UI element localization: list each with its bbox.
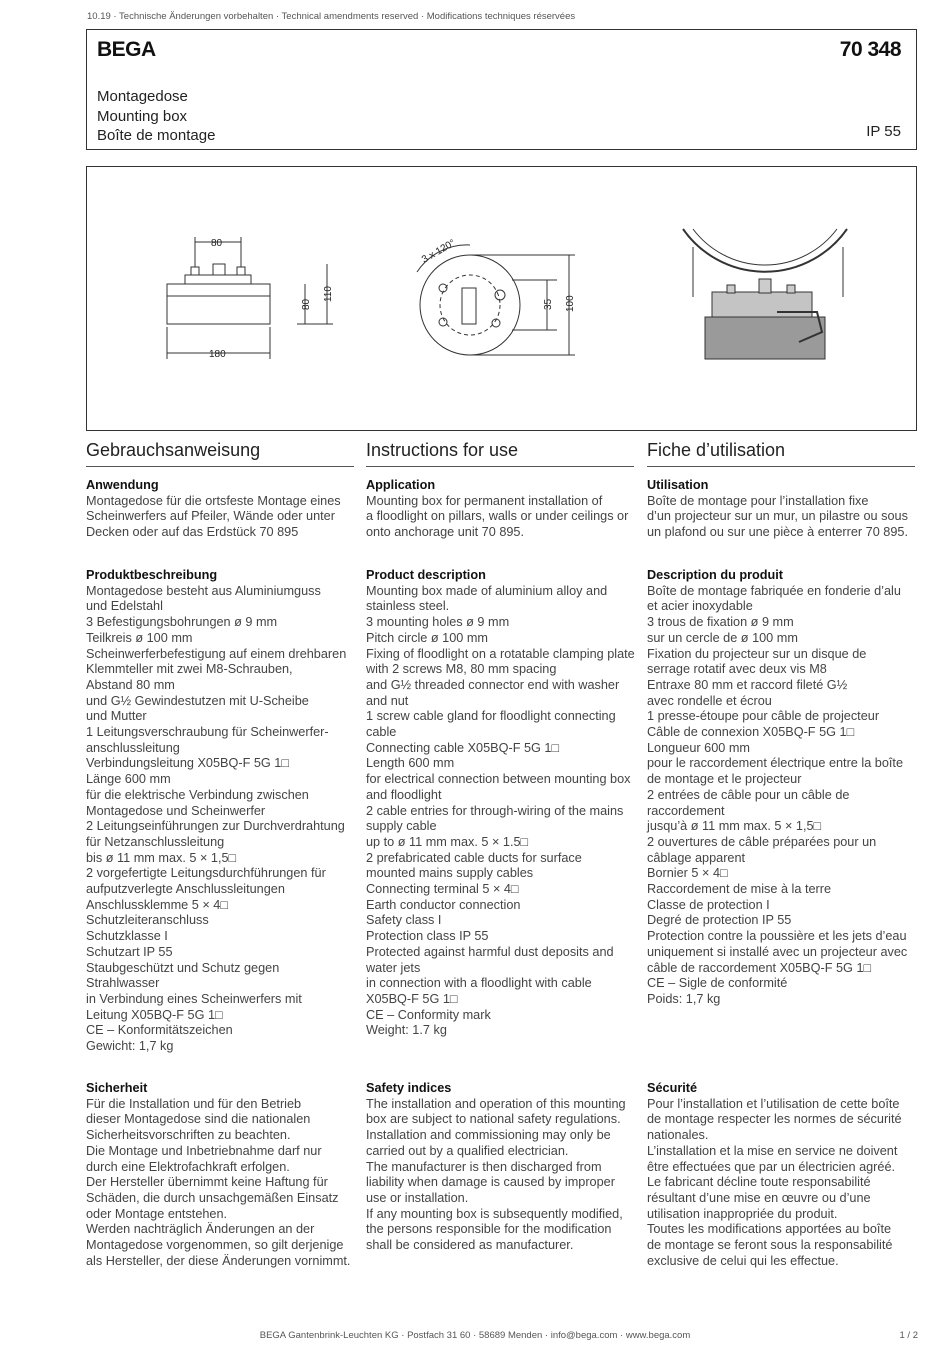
column-fr — [647, 440, 915, 1268]
text-line: Schutzart IP 55 — [86, 944, 173, 959]
section-body — [647, 494, 919, 541]
text-line: Weight: 1.7 kg — [366, 1023, 447, 1038]
text-line: Montagedose für die ortsfeste Montage eines — [86, 493, 341, 508]
text-line: Montagedose und Scheinwerfer — [86, 803, 266, 818]
section-title: Sicherheit — [86, 1081, 148, 1095]
text-line: exclusive de celui qui les effectue. — [647, 1253, 839, 1268]
text-line: de montage respecter les normes de sécurité — [647, 1112, 902, 1127]
clamp-plate — [185, 275, 251, 284]
box-lid — [167, 284, 270, 296]
section-product-description — [366, 568, 638, 1039]
section-title: Safety indices — [366, 1081, 452, 1095]
text-line: Schutzleiteranschluss — [86, 913, 209, 928]
section-title: Anwendung — [86, 478, 159, 492]
text-line: sur un cercle de ø 100 mm — [647, 630, 798, 645]
text-line: für die elektrische Verbindung zwischen — [86, 787, 309, 802]
text-line: Schäden, die durch unsachgemäßen Einsatz — [86, 1190, 339, 1205]
text-line: Protection class IP 55 — [366, 929, 489, 944]
column-heading: Instructions for use — [366, 440, 634, 467]
section-produktbeschreibung — [86, 568, 358, 1055]
text-line: Scheinwerferbefestigung auf einem drehbaren — [86, 646, 347, 661]
section-description-produit — [647, 568, 919, 1008]
text-line: Teilkreis ø 100 mm — [86, 630, 193, 645]
text-line: the persons responsible for the modification — [366, 1222, 612, 1237]
text-line: box are subject to national safety regulations. — [366, 1112, 621, 1127]
section-title: Sécurité — [647, 1081, 698, 1095]
text-line: aufputzverlegte Anschlussleitungen — [86, 882, 285, 897]
text-line: Der Hersteller übernimmt keine Haftung für — [86, 1175, 328, 1190]
text-line: Scheinwerfers auf Pfeiler, Wände oder unter — [86, 509, 335, 524]
text-line: Sicherheitsvorschriften zu beachten. — [86, 1128, 291, 1143]
text-line: CE – Konformitätszeichen — [86, 1023, 233, 1038]
text-line: supply cable — [366, 819, 437, 834]
technical-drawing — [86, 166, 917, 431]
protection-rating: IP 55 — [866, 123, 901, 140]
text-line: Pour l’installation et l’utilisation de cette boîte — [647, 1096, 900, 1111]
brand-logo: BEGA — [97, 38, 156, 61]
section-body — [86, 494, 358, 541]
section-sicherheit — [86, 1081, 358, 1269]
text-line: serrage rotatif avec deux vis M8 — [647, 662, 827, 677]
text-line: Decken oder auf das Erdstück 70 895 — [86, 525, 299, 540]
text-line: L’installation et la mise en service ne doivent — [647, 1143, 898, 1158]
text-line: oder Montage entstehen. — [86, 1206, 228, 1221]
section-securite — [647, 1081, 919, 1269]
text-line: Length 600 mm — [366, 756, 455, 771]
text-line: and G½ threaded connector end with washer — [366, 677, 620, 692]
text-line: 1 Leitungsverschraubung für Scheinwerfer- — [86, 725, 329, 740]
text-line: X05BQ-F 5G 1□ — [366, 991, 458, 1006]
text-line: câblage apparent — [647, 850, 746, 865]
text-line: Mounting box for permanent installation of — [366, 493, 603, 508]
text-line: und Edelstahl — [86, 599, 163, 614]
footer: BEGA Gantenbrink-Leuchten KG · Postfach 31 60 · 58689 Menden · info@bega.com · www.bega.com — [259, 1330, 691, 1341]
text-line: Boîte de montage pour l’installation fixe — [647, 493, 869, 508]
section-body — [366, 494, 638, 541]
text-line: jusqu’à ø 11 mm max. 5 × 1,5□ — [647, 819, 822, 834]
text-line: dieser Montagedose sind die nationalen — [86, 1112, 311, 1127]
column-en — [366, 440, 635, 1253]
text-line: Toutes les modifications apportées au boîte — [647, 1222, 892, 1237]
text-line: Montagedose besteht aus Aluminiumguss — [86, 583, 321, 598]
section-title: Utilisation — [647, 478, 709, 492]
dim-label-110: 110 — [323, 286, 334, 302]
text-line: Câble de connexion X05BQ-F 5G 1□ — [647, 725, 855, 740]
text-line: und G½ Gewindestutzen mit U-Scheibe — [86, 693, 309, 708]
text-line: Fixation du projecteur sur un disque de — [647, 646, 867, 661]
text-line: être effectuées que par un électricien agréé. — [647, 1159, 896, 1174]
text-line: with 2 screws M8, 80 mm spacing — [366, 662, 557, 677]
title-en: Mounting box — [97, 107, 188, 125]
text-line: 2 cable entries for through-wiring of the mains — [366, 803, 624, 818]
text-line: 2 Leitungseinführungen zur Durchverdrahtung — [86, 819, 345, 834]
text-line: résultant d’une mise en œuvre ou d’une — [647, 1190, 871, 1205]
text-line: 3 trous de fixation ø 9 mm — [647, 615, 794, 630]
text-line: 2 vorgefertigte Leitungsdurchführungen für — [86, 866, 326, 881]
text-line: Connecting terminal 5 × 4□ — [366, 882, 519, 897]
text-line: in connection with a floodlight with cable — [366, 976, 592, 991]
text-line: Abstand 80 mm — [86, 677, 175, 692]
text-line: Classe de protection I — [647, 897, 770, 912]
text-line: Degré de protection IP 55 — [647, 913, 792, 928]
section-utilisation — [647, 478, 919, 541]
section-application — [366, 478, 638, 541]
text-line: onto anchorage unit 70 895. — [366, 525, 525, 540]
text-line: Montagedose vorgenommen, so gilt derjenige — [86, 1238, 344, 1253]
section-body — [647, 584, 919, 1008]
drawing-svg — [87, 167, 916, 430]
section-title: Product description — [366, 568, 486, 582]
text-line: CE – Conformity mark — [366, 1007, 491, 1022]
text-line: nationales. — [647, 1128, 709, 1143]
text-line: water jets — [366, 960, 421, 975]
text-line: de montage se feront sous la responsabilité — [647, 1238, 893, 1253]
text-line: Pitch circle ø 100 mm — [366, 630, 488, 645]
text-line: Boîte de montage fabriquée en fonderie d’alu — [647, 583, 901, 598]
text-line: Bornier 5 × 4□ — [647, 866, 728, 881]
text-line: d’un projecteur sur un mur, un pilastre ou sous — [647, 509, 908, 524]
text-line: durch eine Elektrofachkraft erfolgen. — [86, 1159, 290, 1174]
text-line: avec rondelle et écrou — [647, 693, 772, 708]
text-line: anschlussleitung — [86, 740, 180, 755]
text-line: Safety class I — [366, 913, 442, 928]
text-line: 2 prefabricated cable ducts for surface — [366, 850, 582, 865]
column-heading: Fiche d’utilisation — [647, 440, 915, 467]
page-number: 1 / 2 — [899, 1330, 918, 1341]
text-line: câble de raccordement X05BQ-F 5G 1□ — [647, 960, 872, 975]
text-line: 1 presse-étoupe pour câble de projecteur — [647, 709, 880, 724]
text-line: for electrical connection between mounting box — [366, 772, 631, 787]
text-line: Protection contre la poussière et les jets d’eau — [647, 929, 907, 944]
text-line: CE – Sigle de conformité — [647, 976, 788, 991]
text-line: Connecting cable X05BQ-F 5G 1□ — [366, 740, 560, 755]
text-line: Le fabricant décline toute responsabilité — [647, 1175, 871, 1190]
text-line: un plafond ou sur une pièce à enterrer 70 895. — [647, 525, 908, 540]
text-line: 2 ouvertures de câble préparées pour un — [647, 834, 877, 849]
text-line: Länge 600 mm — [86, 772, 171, 787]
title-fr: Boîte de montage — [97, 127, 216, 144]
text-line: Protected against harmful dust deposits and — [366, 944, 614, 959]
text-line: Verbindungsleitung X05BQ-F 5G 1□ — [86, 756, 290, 771]
text-line: carried out by a qualified electrician. — [366, 1143, 569, 1158]
section-body — [86, 1097, 358, 1270]
dim-label-100: 100 — [565, 295, 576, 312]
text-line: mounted mains supply cables — [366, 866, 534, 881]
column-heading: Gebrauchsanweisung — [86, 440, 354, 467]
text-line: Klemmteller mit zwei M8-Schrauben, — [86, 662, 293, 677]
text-line: The installation and operation of this mounting — [366, 1096, 626, 1111]
text-line: Für die Installation und für den Betrieb — [86, 1096, 302, 1111]
text-line: Longueur 600 mm — [647, 740, 750, 755]
column-de — [86, 440, 354, 1268]
text-line: use or installation. — [366, 1190, 469, 1205]
text-line: 3 Befestigungsbohrungen ø 9 mm — [86, 615, 278, 630]
title-de: Montagedose — [97, 88, 188, 105]
section-title: Produktbeschreibung — [86, 568, 218, 582]
text-line: Werden nachträglich Änderungen an der — [86, 1222, 315, 1237]
text-line: Entraxe 80 mm et raccord fileté G½ — [647, 677, 848, 692]
text-line: Anschlussklemme 5 × 4□ — [86, 897, 228, 912]
text-line: up to ø 11 mm max. 5 × 1.5□ — [366, 834, 529, 849]
top-view-circle — [420, 255, 520, 355]
text-line: Installation and commissioning may only be — [366, 1128, 611, 1143]
text-line: 1 screw cable gland for floodlight connecting — [366, 709, 616, 724]
text-line: 3 mounting holes ø 9 mm — [366, 615, 510, 630]
dim-label-80: 80 — [211, 238, 223, 249]
section-title: Description du produit — [647, 568, 784, 582]
text-line: Fixing of floodlight on a rotatable clamping plate — [366, 646, 635, 661]
text-line: Die Montage und Inbetriebnahme darf nur — [86, 1143, 322, 1158]
text-line: Staubgeschützt und Schutz gegen — [86, 960, 280, 975]
text-line: and floodlight — [366, 787, 442, 802]
dim-label-35: 35 — [543, 298, 554, 310]
text-line: liability when damage is caused by improper — [366, 1175, 615, 1190]
text-line: uniquement si installé avec un projecteur avec — [647, 944, 908, 959]
text-line: stainless steel. — [366, 599, 450, 614]
text-line: cable — [366, 725, 397, 740]
text-line: Earth conductor connection — [366, 897, 521, 912]
text-line: and nut — [366, 693, 409, 708]
text-line: et acier inoxydable — [647, 599, 753, 614]
text-line: bis ø 11 mm max. 5 × 1,5□ — [86, 850, 237, 865]
text-line: in Verbindung eines Scheinwerfers mit — [86, 991, 302, 1006]
section-title: Application — [366, 478, 436, 492]
top-note: 10.19 · Technische Änderungen vorbehalten · Technical amendments reserved · Modifications techniques réservées — [87, 11, 576, 22]
box-body — [167, 296, 270, 324]
section-anwendung — [86, 478, 358, 541]
text-line: Raccordement de mise à la terre — [647, 882, 832, 897]
header-box — [86, 29, 917, 150]
text-line: Gewicht: 1,7 kg — [86, 1039, 174, 1054]
text-line: raccordement — [647, 803, 725, 818]
text-line: und Mutter — [86, 709, 147, 724]
text-line: shall be considered as manufacturer. — [366, 1238, 574, 1253]
text-line: pour le raccordement électrique entre la boîte — [647, 756, 904, 771]
text-line: utilisation inappropriée du produit. — [647, 1206, 838, 1221]
text-line: für Netzanschlussleitung — [86, 834, 225, 849]
dim-label-180: 180 — [209, 349, 226, 360]
article-number: 70 348 — [839, 38, 901, 61]
product-titles — [97, 87, 215, 146]
text-line: Poids: 1,7 kg — [647, 991, 721, 1006]
section-body — [366, 1097, 638, 1254]
text-line: Mounting box made of aluminium alloy and — [366, 583, 608, 598]
text-line: If any mounting box is subsequently modified, — [366, 1206, 623, 1221]
section-body — [86, 584, 358, 1055]
text-line: als Hersteller, der diese Änderungen vornimmt. — [86, 1253, 351, 1268]
text-line: de montage et le projecteur — [647, 772, 802, 787]
section-body — [647, 1097, 919, 1270]
dim-label-angle: 3 x 120° — [420, 237, 458, 266]
text-line: Leitung X05BQ-F 5G 1□ — [86, 1007, 223, 1022]
section-body — [366, 584, 638, 1039]
text-line: Schutzklasse I — [86, 929, 168, 944]
dim-label-80v: 80 — [301, 298, 312, 310]
text-line: 2 entrées de câble pour un câble de — [647, 787, 850, 802]
text-line: Strahlwasser — [86, 976, 160, 991]
text-line: a floodlight on pillars, walls or under ceilings or — [366, 509, 629, 524]
text-line: The manufacturer is then discharged from — [366, 1159, 602, 1174]
section-safety-indices — [366, 1081, 638, 1254]
